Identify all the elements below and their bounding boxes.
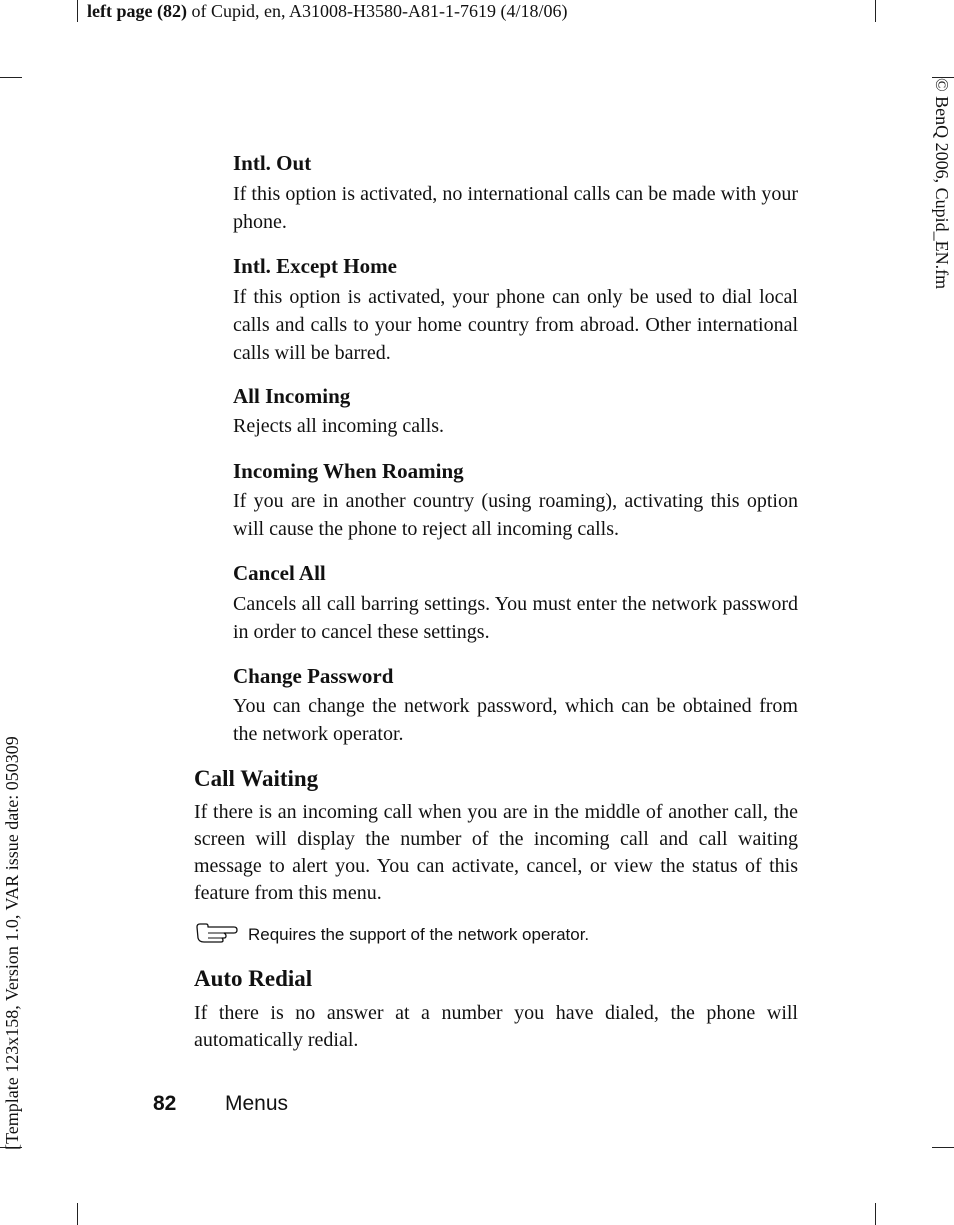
crop-mark: [77, 1203, 78, 1225]
crop-mark: [875, 0, 876, 22]
crop-mark: [77, 0, 78, 22]
text-change-password: You can change the network password, which can be obtained from the network operator.: [233, 695, 798, 745]
heading-intl-out: Intl. Out: [233, 151, 312, 175]
text-all-incoming: Rejects all incoming calls.: [233, 415, 445, 437]
heading-intl-except-home: Intl. Except Home: [233, 254, 397, 278]
note-text: Requires the support of the network operator.: [248, 925, 590, 944]
slug-page-ref: (82): [156, 1, 187, 21]
print-slug-header: [87, 0, 567, 22]
heading-incoming-when-roaming: Incoming When Roaming: [233, 459, 464, 483]
pointing-hand-icon: [194, 921, 240, 950]
crop-mark: [875, 1203, 876, 1225]
template-info-vertical: [Template 123x158, Version 1.0, VAR issue date: 050309: [2, 736, 22, 1150]
section-name: Menus: [225, 1092, 289, 1115]
heading-cancel-all: Cancel All: [233, 561, 326, 585]
heading-change-password: Change Password: [233, 664, 394, 688]
text-intl-except-home: If this option is activated, your phone can only be used to dial local calls and calls to your home country from abroad. Other international calls will be barred.: [233, 286, 798, 364]
text-intl-out: If this option is activated, no international calls can be made with your phone.: [233, 183, 798, 233]
slug-left-label: left page: [87, 1, 153, 21]
slug-doc-info: of Cupid, en, A31008-H3580-A81-1-7619 (4/18/06): [191, 1, 568, 21]
heading-call-waiting: Call Waiting: [194, 766, 319, 791]
text-auto-redial: If there is no answer at a number you have dialed, the phone will automatically redial.: [194, 1002, 798, 1051]
heading-all-incoming: All Incoming: [233, 384, 351, 408]
crop-mark: [932, 1147, 954, 1148]
heading-auto-redial: Auto Redial: [194, 966, 313, 991]
crop-mark: [0, 77, 22, 78]
text-cancel-all: Cancels all call barring settings. You must enter the network password in order to cancel these settings.: [233, 593, 798, 643]
copyright-vertical: © BenQ 2006, Cupid_EN.fm: [932, 78, 952, 290]
text-call-waiting: If there is an incoming call when you are in the middle of another call, the screen will display the number of the incoming call and call waiting message to alert you. You can activate, cancel, or view the status of this feature from this menu.: [194, 801, 798, 904]
page-number: 82: [153, 1092, 177, 1115]
text-incoming-when-roaming: If you are in another country (using roaming), activating this option will cause the phone to reject all incoming calls.: [233, 490, 798, 540]
operator-note: [194, 920, 589, 950]
